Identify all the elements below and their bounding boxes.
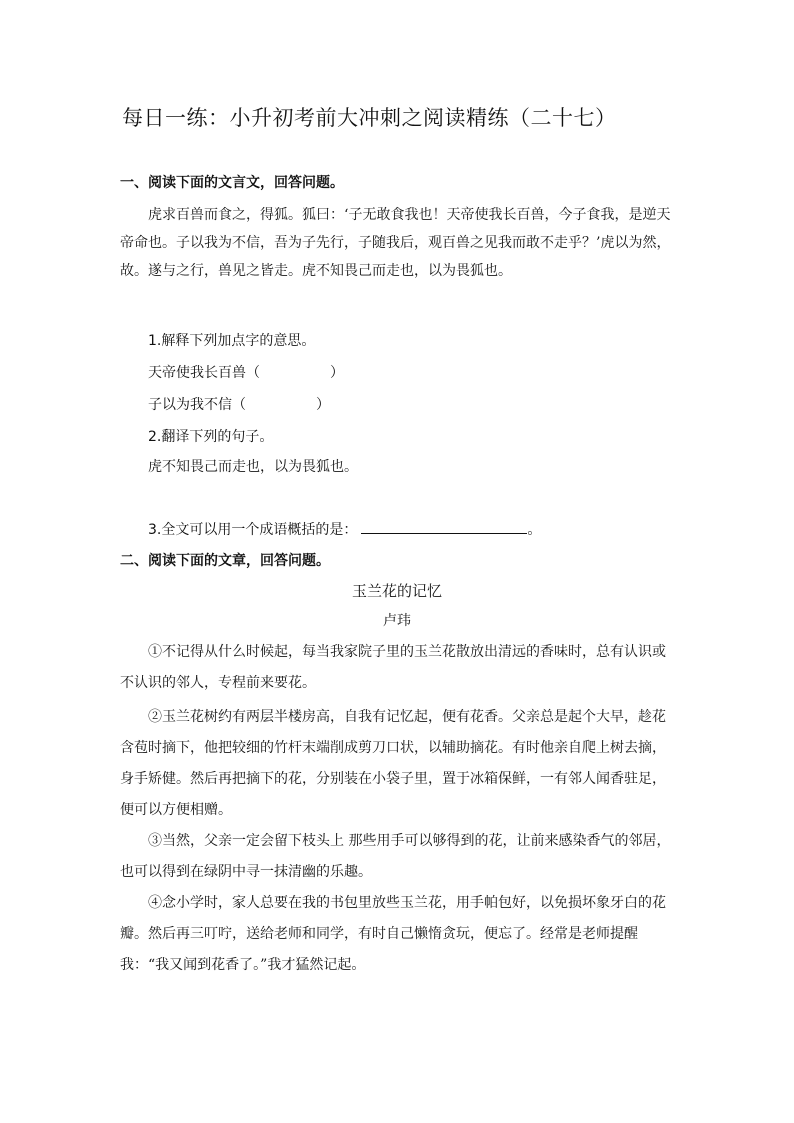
q1-item1-text: 天帝使我长百兽（ <box>148 365 260 381</box>
q1-item1-close: ） <box>330 365 344 381</box>
section2-heading: 二、阅读下面的文章，回答问题。 <box>120 553 330 569</box>
q2-label: 2.翻译下列的句子。 <box>148 429 274 445</box>
q1-item2-close: ） <box>316 397 330 413</box>
article-paragraph-3: ③当然，父亲一定会留下枝头上 那些用手可以够得到的花，让前来感染香气的邻居，也可以得到在绿阴中寻一抹清幽的乐趣。 <box>120 833 671 880</box>
article-paragraph-1: ①不记得从什么时候起，每当我家院子里的玉兰花散放出清远的香味时，总有认识或 不认识的邻人，专程前来要花。 <box>120 644 666 691</box>
q2-sentence: 虎不知畏己而走也，以为畏狐也。 <box>148 459 358 475</box>
article-title: 玉兰花的记忆 <box>351 582 442 600</box>
q1-item2 <box>148 394 330 414</box>
q3-line <box>148 519 541 539</box>
q1-item1 <box>148 362 344 382</box>
classical-passage: 虎求百兽而食之，得狐。狐曰：‘子无敢食我也！天帝使我长百兽，今子食我，是逆天帝命也。子以我为不信，吾为子先行，子随我后，观百兽之见我而敢不走乎？’虎以为然，故。遂与之行，兽见之皆走。虎不知畏己而走也，以为畏狐也。 <box>120 207 671 279</box>
article-author: 卢玮 <box>383 613 411 629</box>
q3-label: 3.全文可以用一个成语概括的是： <box>148 522 358 538</box>
q3-answer-blank[interactable] <box>361 520 527 534</box>
section1-heading: 一、阅读下面的文言文，回答问题。 <box>120 175 344 191</box>
q1-item2-text: 子以为我不信（ <box>148 397 246 413</box>
article-paragraph-2: ②玉兰花树约有两层半楼房高，自我有记忆起，便有花香。父亲总是起个大早，趁花含苞时摘下，他把较细的竹杆末端削成剪刀口状，以辅助摘花。有时他亲自爬上树去摘，身手矫健。然后再把摘下的花，分别装在小袋子里，置于冰箱保鲜，一有邻人闻香驻足，便可以方便相赠。 <box>120 709 666 818</box>
article-paragraph-4: ④念小学时，家人总要在我的书包里放些玉兰花，用手帕包好，以免损坏象牙白的花瓣。然后再三叮咛，送给老师和同学，有时自己懒惰贪玩，便忘了。经常是老师提醒我：“我又闻到花香了。”我才猛然记起。 <box>120 895 666 973</box>
q3-end: 。 <box>527 522 542 538</box>
q1-label: 1.解释下列加点字的意思。 <box>148 333 316 349</box>
page-title: 每日一练：小升初考前大冲刺之阅读精练（二十七） <box>122 106 617 130</box>
